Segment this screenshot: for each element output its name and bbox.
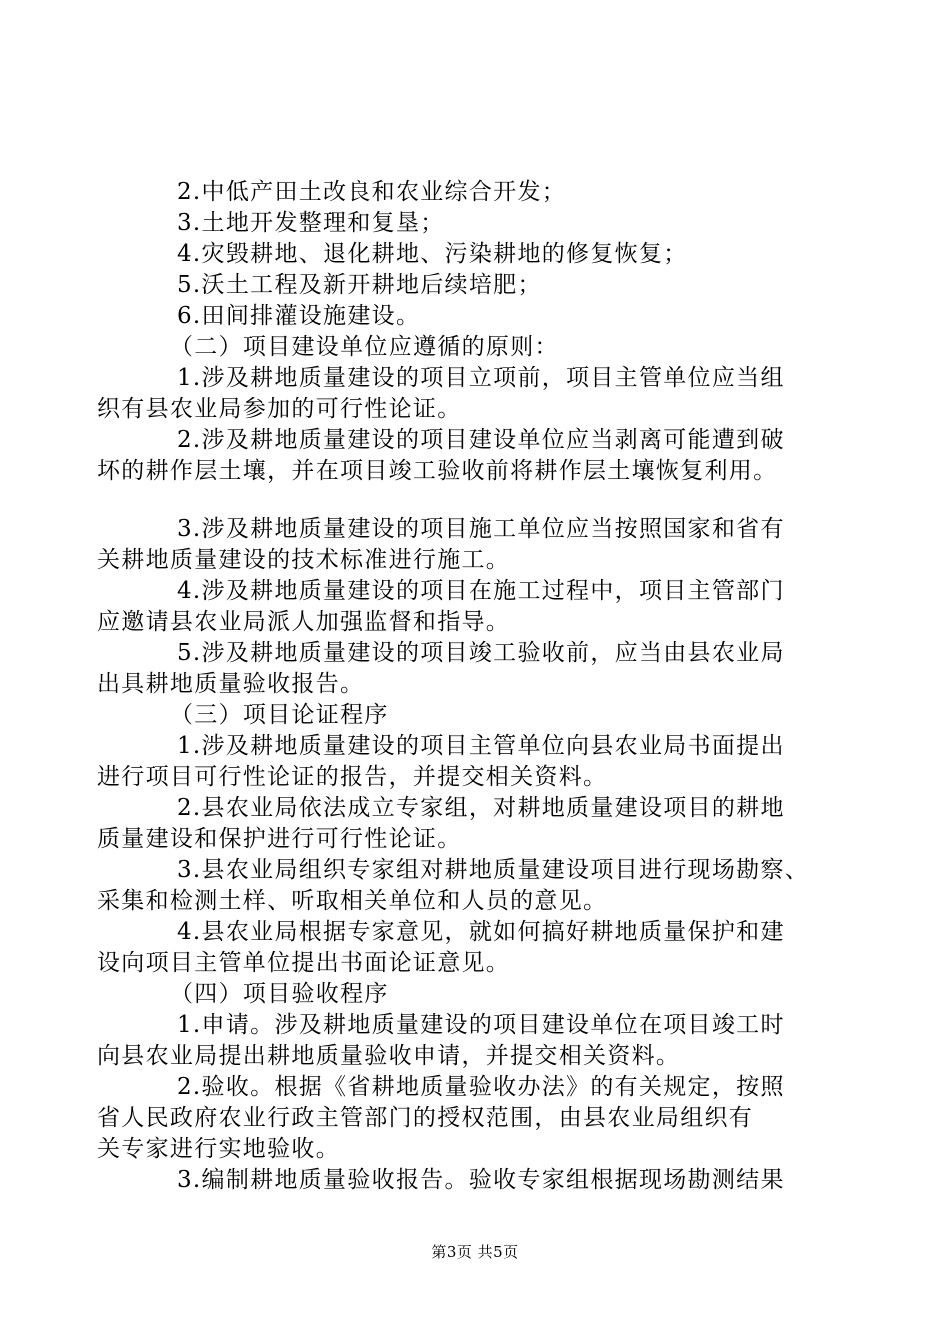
paragraph-line: 进行项目可行性论证的报告，并提交相关资料。 (97, 764, 608, 790)
paragraph-line: 坏的耕作层土壤，并在项目竣工验收前将耕作层土壤恢复利用。 (97, 458, 778, 484)
paragraph-line: 关耕地质量建设的技术标准进行施工。 (97, 547, 511, 573)
list-item-5: 5.沃土工程及新开耕地后续培肥； (177, 272, 542, 298)
paragraph-line: 出具耕地质量验收报告。 (97, 671, 365, 697)
list-item-6: 6.田间排灌设施建设。 (177, 303, 421, 329)
page-number-footer: 第3页 共5页 (431, 1243, 519, 1261)
paragraph-line: 关专家进行实地验收。 (97, 1136, 340, 1162)
paragraph-line: 4.县农业局根据专家意见，就如何搞好耕地质量保护和建 (177, 919, 785, 945)
paragraph-line: 1.涉及耕地质量建设的项目立项前，项目主管单位应当组 (177, 365, 785, 391)
paragraph-line: 3.县农业局组织专家组对耕地质量建设项目进行现场勘察、 (177, 857, 810, 883)
section-heading-2: （二）项目建设单位应遵循的原则： (170, 334, 559, 360)
section-heading-4: （四）项目验收程序 (170, 981, 389, 1007)
paragraph-line: 织有县农业局参加的可行性论证。 (97, 396, 462, 422)
paragraph-line: 3.编制耕地质量验收报告。验收专家组根据现场勘测结果 (177, 1167, 785, 1193)
paragraph-line: 1.涉及耕地质量建设的项目主管单位向县农业局书面提出 (177, 733, 785, 759)
paragraph-line: 设向项目主管单位提出书面论证意见。 (97, 950, 511, 976)
paragraph-line: 2.验收。根据《省耕地质量验收办法》的有关规定，按照 (177, 1074, 785, 1100)
list-item-2: 2.中低产田土改良和农业综合开发； (177, 179, 567, 205)
paragraph-line: 3.涉及耕地质量建设的项目施工单位应当按照国家和省有 (177, 516, 785, 542)
paragraph-line: 4.涉及耕地质量建设的项目在施工过程中，项目主管部门 (177, 578, 785, 604)
paragraph-line: 向县农业局提出耕地质量验收申请，并提交相关资料。 (97, 1043, 681, 1069)
paragraph-line: 1.申请。涉及耕地质量建设的项目建设单位在项目竣工时 (177, 1012, 785, 1038)
section-heading-3: （三）项目论证程序 (170, 702, 389, 728)
paragraph-line: 2.县农业局依法成立专家组，对耕地质量建设项目的耕地 (177, 795, 785, 821)
list-item-4: 4.灾毁耕地、退化耕地、污染耕地的修复恢复； (177, 241, 688, 267)
paragraph-line: 5.涉及耕地质量建设的项目竣工验收前，应当由县农业局 (177, 640, 785, 666)
paragraph-line: 省人民政府农业行政主管部门的授权范围，由县农业局组织有 (97, 1105, 754, 1131)
paragraph-line: 质量建设和保护进行可行性论证。 (97, 826, 462, 852)
paragraph-line: 2.涉及耕地质量建设的项目建设单位应当剥离可能遭到破 (177, 427, 785, 453)
paragraph-line: 采集和检测土样、听取相关单位和人员的意见。 (97, 888, 608, 914)
paragraph-line: 应邀请县农业局派人加强监督和指导。 (97, 609, 511, 635)
list-item-3: 3.土地开发整理和复垦； (177, 210, 445, 236)
